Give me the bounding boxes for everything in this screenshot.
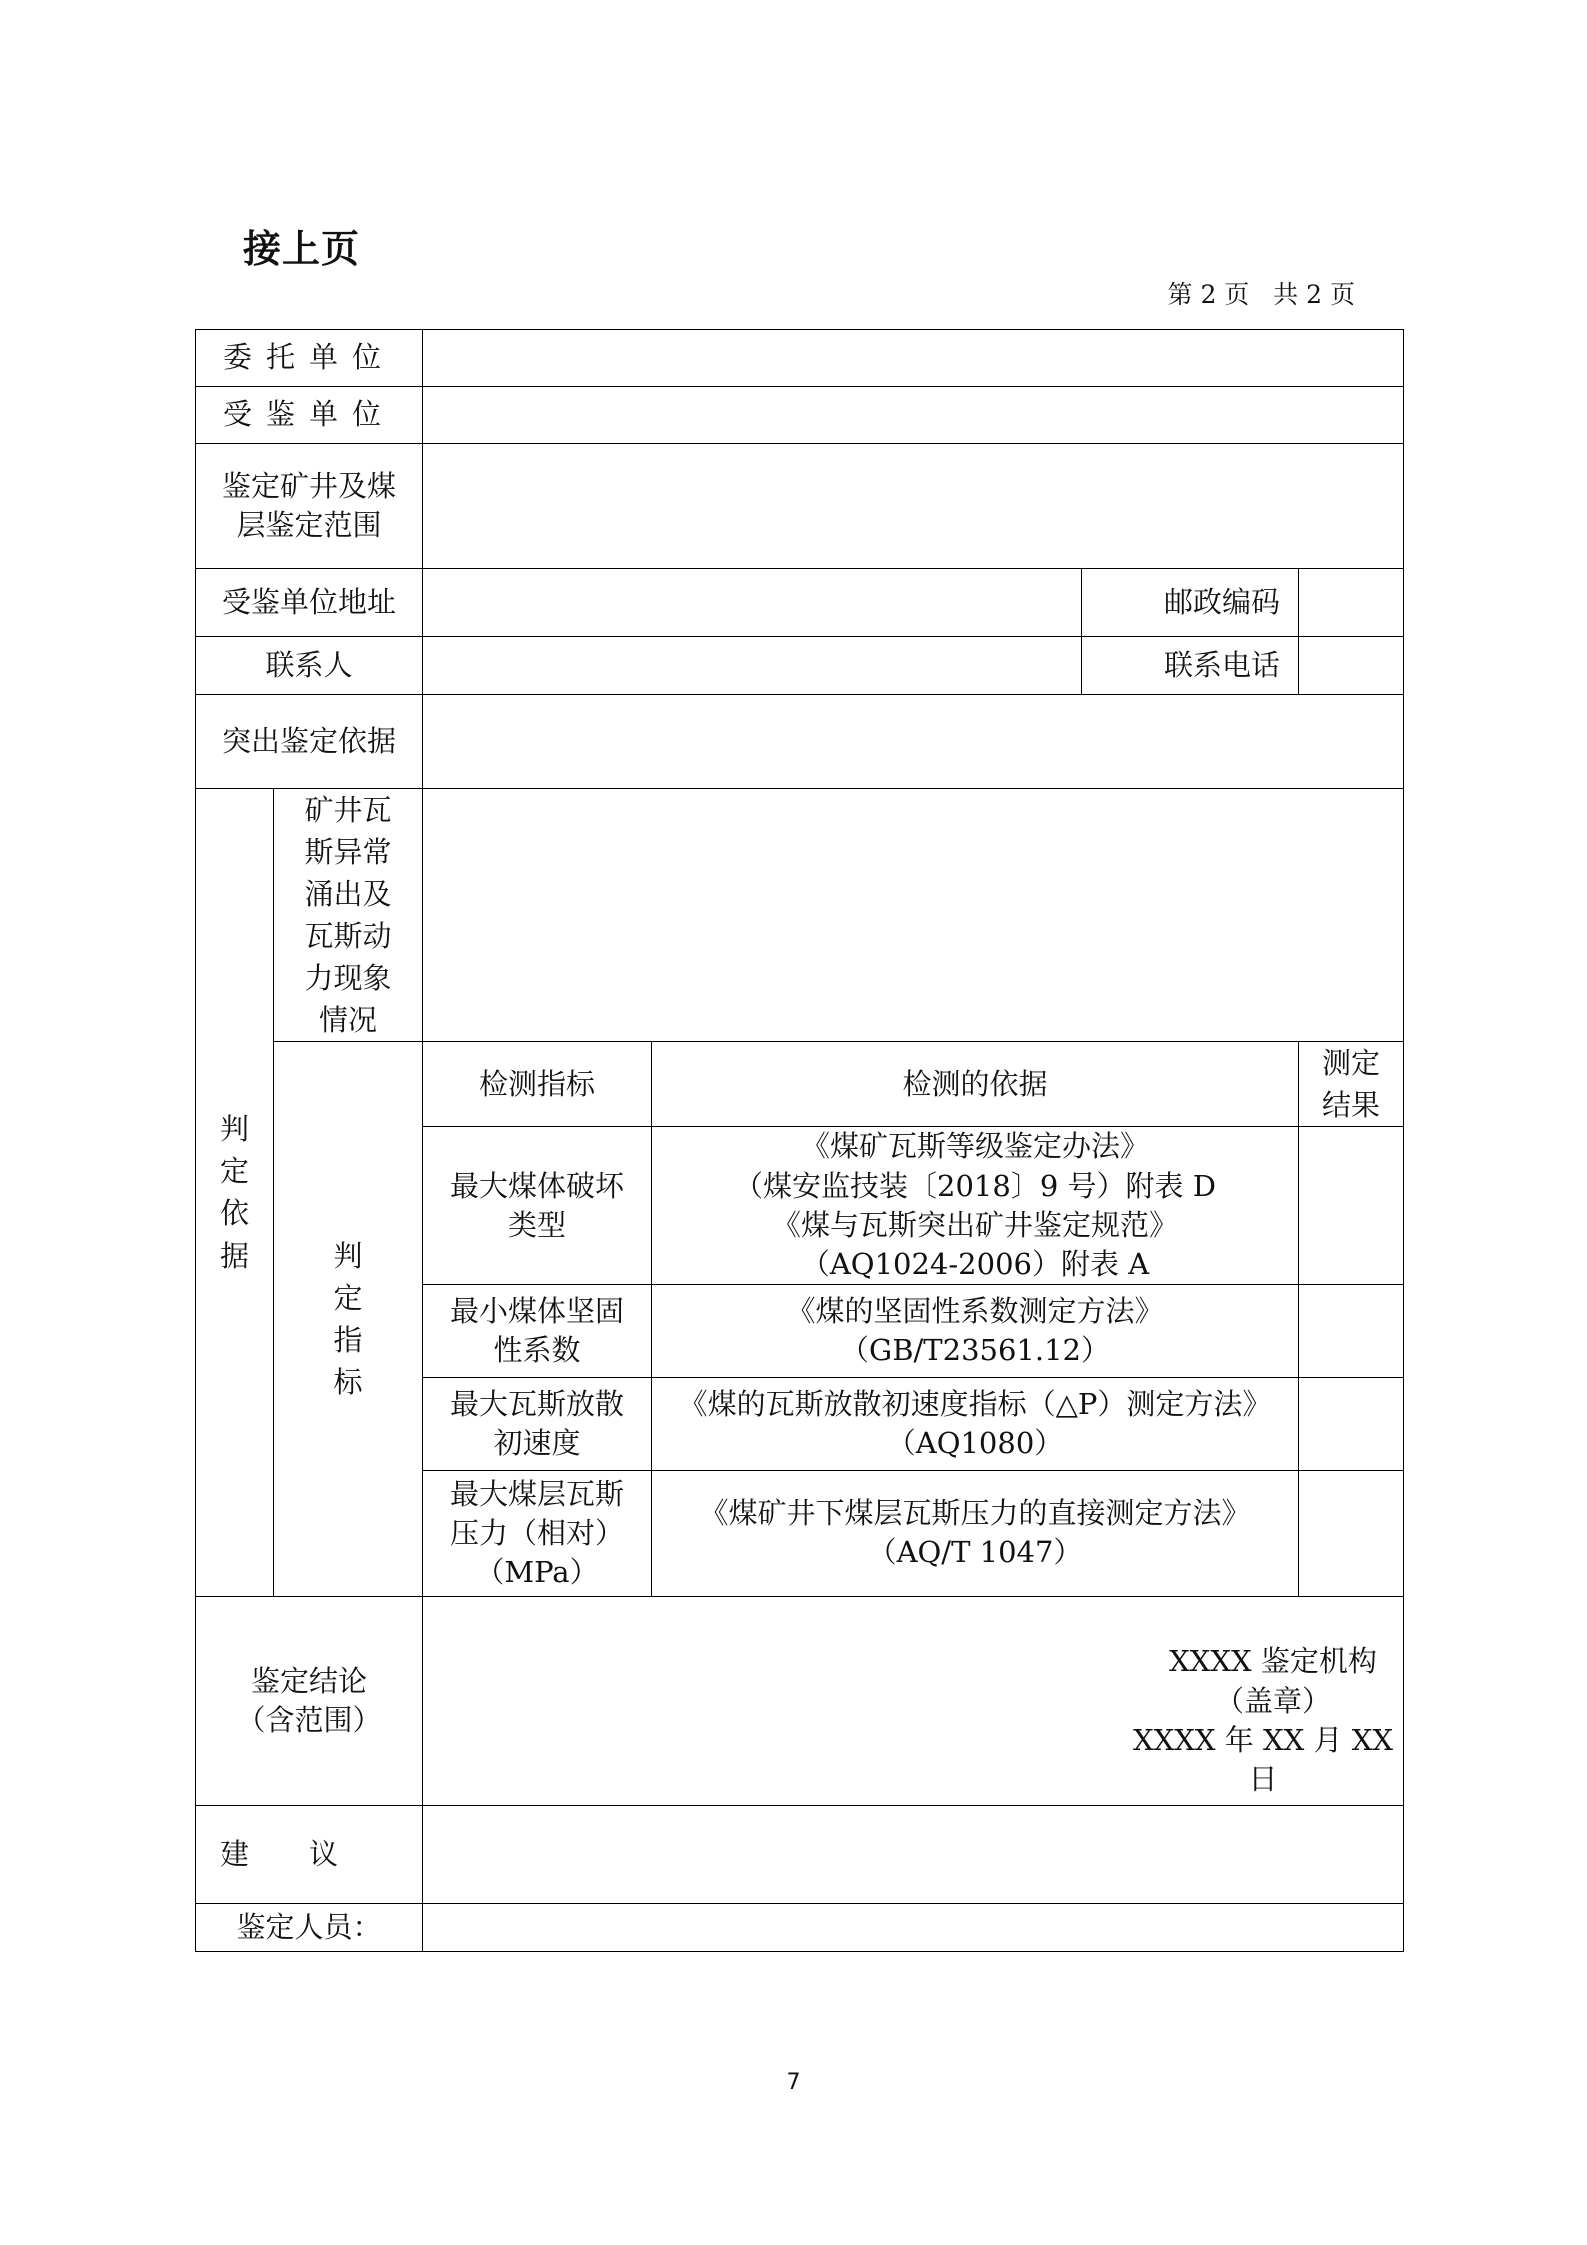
indicator-name-line: （MPa） — [475, 1555, 599, 1589]
indicator-basis-line: 《煤与瓦斯突出矿井鉴定规范》 — [772, 1207, 1179, 1242]
client-label-cell — [196, 330, 423, 387]
indicator-result-field[interactable] — [1299, 1377, 1404, 1470]
conclusion-field[interactable] — [423, 1596, 1404, 1805]
phenomena-field[interactable] — [423, 789, 1404, 1042]
phenomena-label-cell — [274, 789, 423, 1042]
indicator-basis-cell — [652, 1377, 1299, 1470]
indicator-name-cell — [423, 1377, 652, 1470]
indicator-name-line: 压力（相对） — [450, 1515, 625, 1550]
conclusion-label-cell — [196, 1596, 423, 1805]
contact-field[interactable] — [423, 637, 1082, 695]
org-name: XXXX 鉴定机构 — [1169, 1644, 1377, 1679]
indicator-name-cell — [423, 1127, 652, 1285]
indicator-basis-cell — [652, 1470, 1299, 1596]
scope-label-cell — [196, 444, 423, 569]
phenomena-label: 矿井瓦斯异常涌出及瓦斯动力现象情况 — [304, 793, 392, 1038]
client-field[interactable] — [423, 330, 1404, 387]
appraised-unit-field[interactable] — [423, 387, 1404, 444]
indicator-result-field[interactable] — [1299, 1284, 1404, 1377]
indicator-name-cell — [423, 1470, 652, 1596]
sign-date: XXXX 年 XX 月 XX 日 — [1132, 1722, 1394, 1796]
indicator-basis-line: 《煤矿瓦斯等级鉴定办法》 — [801, 1129, 1150, 1164]
indicator-name-line: 最大煤层瓦斯 — [450, 1476, 625, 1511]
indicators-label: 判定指标 — [333, 1239, 363, 1400]
basis-field[interactable] — [423, 695, 1404, 789]
judgment-basis-label-cell — [196, 789, 274, 1597]
seal-text: （盖章） — [1215, 1683, 1332, 1718]
appraised-unit-label: 受鉴单位 — [223, 397, 396, 432]
indicator-name-line: 最大煤体破坏 — [450, 1168, 625, 1203]
indicator-basis-line: （AQ/T 1047） — [867, 1535, 1083, 1570]
indicator-basis-line: 《煤的瓦斯放散初速度指标（△P）测定方法》 — [678, 1386, 1272, 1421]
appraisal-form-table — [195, 329, 1404, 1952]
conclusion-label-line1: 鉴定结论 — [251, 1663, 368, 1698]
page-number: 7 — [786, 2070, 801, 2095]
appraised-unit-label-cell — [196, 387, 423, 444]
scope-label-line1: 鉴定矿井及煤 — [222, 468, 397, 503]
contact-label: 联系人 — [196, 637, 423, 695]
header-result: 测定结果 — [1322, 1046, 1381, 1123]
indicator-result-field[interactable] — [1299, 1127, 1404, 1285]
indicators-label-cell — [274, 1042, 423, 1597]
address-field[interactable] — [423, 569, 1082, 637]
postal-label: 邮政编码 — [1082, 569, 1299, 637]
client-label: 委托单位 — [223, 340, 396, 375]
postal-field[interactable] — [1299, 569, 1404, 637]
header-result-cell — [1299, 1042, 1404, 1127]
phone-field[interactable] — [1299, 637, 1404, 695]
indicator-name-line: 最大瓦斯放散 — [450, 1386, 625, 1421]
personnel-field[interactable] — [423, 1903, 1404, 1951]
indicator-basis-line: （GB/T23561.12） — [840, 1332, 1110, 1367]
judgment-basis-label: 判定依据 — [219, 1112, 249, 1273]
scope-field[interactable] — [423, 444, 1404, 569]
indicator-result-field[interactable] — [1299, 1470, 1404, 1596]
header-index: 检测指标 — [423, 1042, 652, 1127]
phone-label: 联系电话 — [1082, 637, 1299, 695]
personnel-label: 鉴定人员： — [196, 1903, 423, 1951]
address-label: 受鉴单位地址 — [196, 569, 423, 637]
indicator-basis-line: 《煤矿井下煤层瓦斯压力的直接测定方法》 — [699, 1496, 1251, 1531]
indicator-basis-line: （煤安监技装〔2018〕9 号）附表 D — [734, 1168, 1216, 1203]
conclusion-label-line2: （含范围） — [236, 1702, 382, 1737]
indicator-name-line: 类型 — [508, 1207, 567, 1242]
suggestion-label-cell — [196, 1805, 423, 1903]
indicator-name-line: 最小煤体坚固 — [450, 1293, 625, 1328]
indicator-basis-line: 《煤的坚固性系数测定方法》 — [786, 1293, 1164, 1328]
page-info: 第 2 页 共 2 页 — [1167, 280, 1355, 309]
suggestion-label: 建议 — [220, 1836, 399, 1871]
indicator-basis-cell — [652, 1284, 1299, 1377]
basis-label: 突出鉴定依据 — [196, 695, 423, 789]
indicator-name-cell — [423, 1284, 652, 1377]
header-basis: 检测的依据 — [652, 1042, 1299, 1127]
indicator-basis-cell — [652, 1127, 1299, 1285]
suggestion-field[interactable] — [423, 1805, 1404, 1903]
indicator-basis-line: （AQ1080） — [886, 1425, 1064, 1460]
scope-label-line2: 层鉴定范围 — [236, 508, 382, 542]
page-heading: 接上页 — [243, 227, 361, 271]
indicator-name-line: 初速度 — [493, 1425, 581, 1460]
indicator-name-line: 性系数 — [493, 1332, 581, 1367]
indicator-basis-line: （AQ1024-2006）附表 A — [800, 1246, 1150, 1281]
